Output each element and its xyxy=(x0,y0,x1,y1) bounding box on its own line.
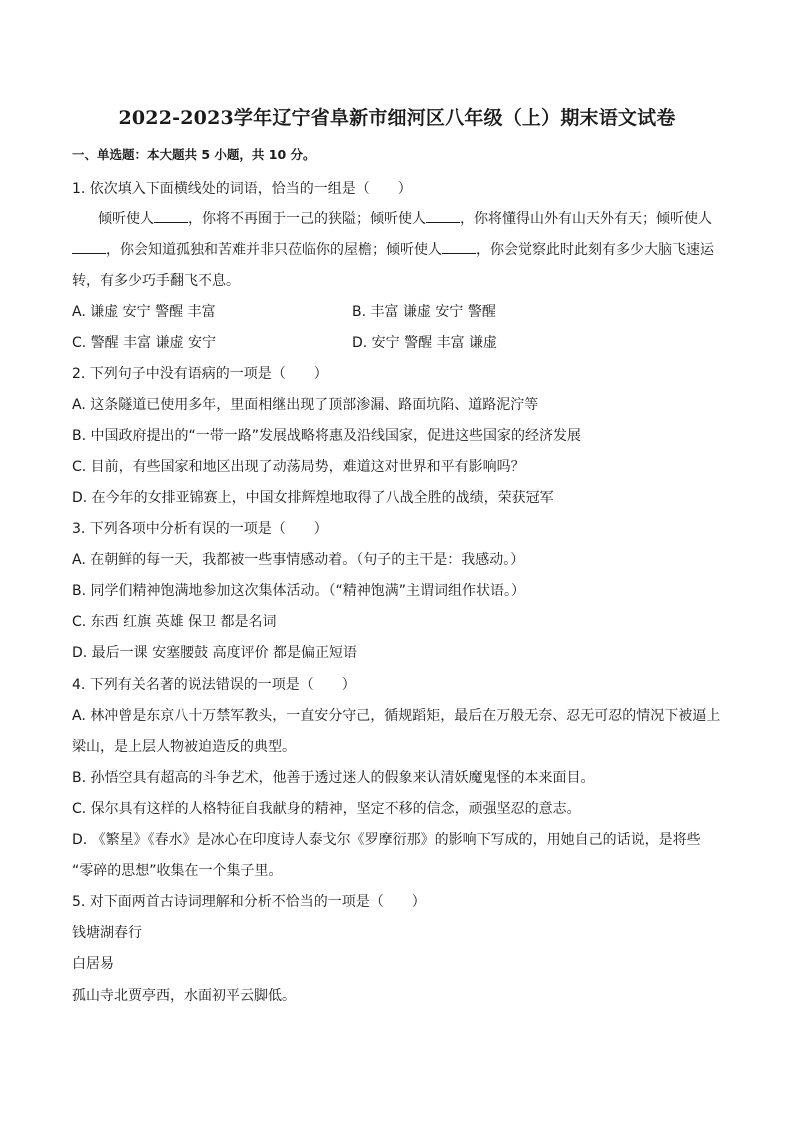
question-1-option-a: A. 谦虚 安宁 警醒 丰富 xyxy=(72,304,216,320)
fill-blank-1 xyxy=(154,210,188,223)
question-1-option-c: C. 警醒 丰富 谦虚 安宁 xyxy=(72,335,217,351)
question-1-option-b: B. 丰富 谦虚 安宁 警醒 xyxy=(352,304,496,320)
question-4-option-b: B. 孙悟空具有超高的斗争艺术，他善于透过迷人的假象来认清妖魔鬼怪的本来面目。 xyxy=(72,770,595,786)
passage-text: ，你会觉察此时此刻有多少大脑飞速运 xyxy=(476,242,714,258)
poem-title: 钱塘湖春行 xyxy=(72,925,142,941)
passage-text: ，你将懂得山外有山天外有天；倾听使人 xyxy=(460,211,712,227)
question-2-option-d: D. 在今年的女排亚锦赛上，中国女排辉煌地取得了八战全胜的战绩，荣获冠军 xyxy=(72,490,554,506)
question-1-option-d: D. 安宁 警醒 丰富 谦虚 xyxy=(352,335,498,351)
question-3-option-a: A. 在朝鲜的每一天，我都被一些事情感动着。（句子的主干是：我感动。） xyxy=(72,552,525,568)
exam-title: 2022-2023学年辽宁省阜新市细河区八年级（上）期末语文试卷 xyxy=(118,107,676,129)
passage-text: 倾听使人 xyxy=(98,211,154,227)
question-2-stem: 2. 下列句子中没有语病的一项是（ ） xyxy=(72,366,328,382)
question-1-stem: 1. 依次填入下面横线处的词语，恰当的一组是（ ） xyxy=(72,181,412,197)
question-4-option-a: A. 林冲曾是东京八十万禁军教头，一直安分守己，循规蹈矩，最后在万般无奈、忍无可忍的情况下被逼上 xyxy=(72,708,721,724)
poem-author: 白居易 xyxy=(72,956,114,972)
section-heading: 一、单选题：本大题共 5 小题，共 10 分。 xyxy=(72,147,316,162)
question-4-option-a-continued: 梁山，是上层人物被迫造反的典型。 xyxy=(72,739,296,755)
question-4-option-d-continued: “零碎的思想”收集在一个集子里。 xyxy=(72,863,283,879)
poem-line-1: 孤山寺北贾亭西，水面初平云脚低。 xyxy=(72,988,296,1004)
question-4-option-c: C. 保尔具有这样的人格特征自我献身的精神，坚定不移的信念，顽强坚忍的意志。 xyxy=(72,801,581,817)
question-3-stem: 3. 下列各项中分析有误的一项是（ ） xyxy=(72,521,328,537)
passage-text: ，你将不再囿于一己的狭隘；倾听使人 xyxy=(188,211,426,227)
question-2-option-a: A. 这条隧道已使用多年，里面相继出现了顶部渗漏、路面坑陷、道路泥泞等 xyxy=(72,397,539,413)
fill-blank-2 xyxy=(426,210,460,223)
question-1-passage-line-3: 转，有多少巧手翻飞不息。 xyxy=(72,273,240,289)
passage-text: ，你会知道孤独和苦难并非只莅临你的屋檐；倾听使人 xyxy=(106,242,442,258)
question-3-option-b: B. 同学们精神饱满地参加这次集体活动。（“精神饱满”主谓词组作状语。） xyxy=(72,583,526,599)
question-1-passage-line-2 xyxy=(72,239,714,259)
fill-blank-4 xyxy=(442,241,476,254)
question-1-passage-line-1 xyxy=(98,208,712,228)
question-4-stem: 4. 下列有关名著的说法错误的一项是（ ） xyxy=(72,677,356,693)
question-3-option-c: C. 东西 红旗 英雄 保卫 都是名词 xyxy=(72,614,277,630)
fill-blank-3 xyxy=(72,241,106,254)
question-2-option-b: B. 中国政府提出的“一带一路”发展战略将惠及沿线国家，促进这些国家的经济发展 xyxy=(72,428,582,444)
question-4-option-d: D. 《繁星》《春水》是冰心在印度诗人泰戈尔《罗摩衍那》的影响下写成的，用她自己的话说，是将些 xyxy=(72,832,701,848)
question-2-option-c: C. 目前，有些国家和地区出现了动荡局势，难道这对世界和平有影响吗？ xyxy=(72,459,525,475)
question-3-option-d: D. 最后一课 安塞腰鼓 高度评价 都是偏正短语 xyxy=(72,645,358,661)
question-5-stem: 5. 对下面两首古诗词理解和分析不恰当的一项是（ ） xyxy=(72,894,426,910)
